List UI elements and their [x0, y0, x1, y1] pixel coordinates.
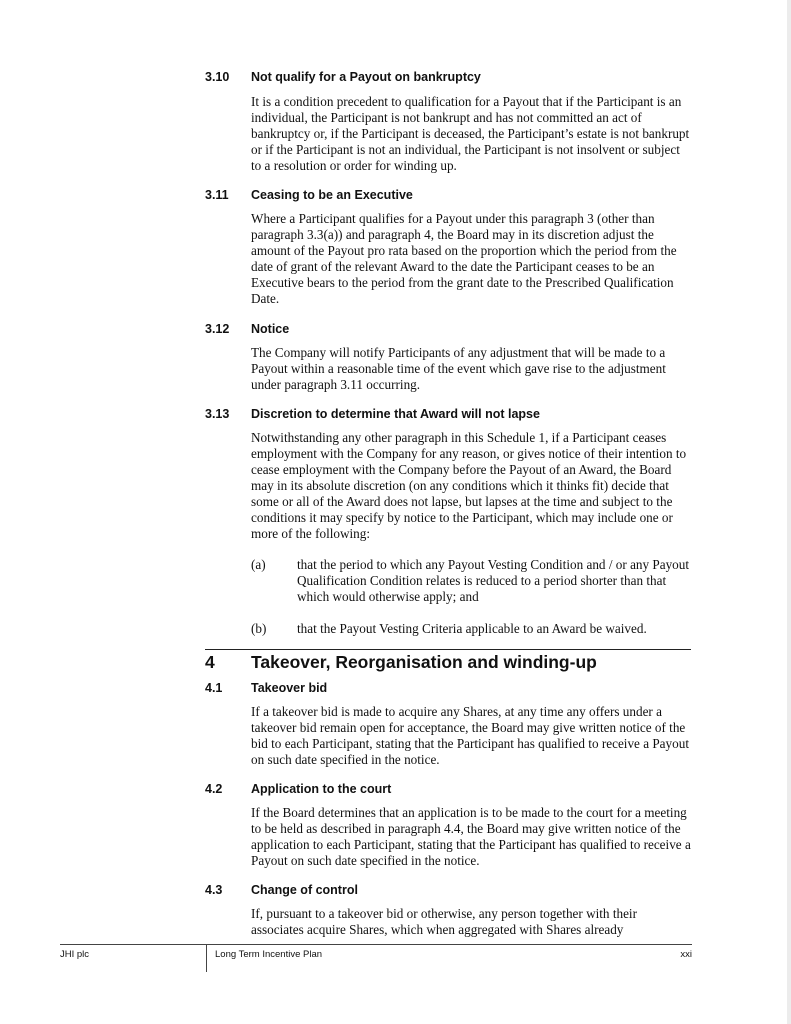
section-number: 3.10 [205, 70, 230, 84]
section-title: Takeover bid [251, 681, 328, 695]
heading-4 [205, 652, 597, 673]
section-title: Application to the court [251, 782, 392, 796]
list-item-text: that the Payout Vesting Criteria applicable to an Award be waived. [297, 621, 647, 636]
footer-document-title: Long Term Incentive Plan [215, 949, 323, 960]
paragraph-4-1: If a takeover bid is made to acquire any Shares, at any time any offers under a takeover bid remain open for acceptance, the Board may give written notice of the bid to each Participant, stating that the Participant has qualified to receive a Payout on such date specified in the notice. [251, 704, 689, 767]
heading-3-13 [205, 407, 540, 421]
section-title: Ceasing to be an Executive [251, 188, 413, 202]
section-divider [205, 649, 691, 650]
section-number: 3.13 [205, 407, 230, 421]
section-title: Not qualify for a Payout on bankruptcy [251, 70, 481, 84]
list-item-label: (a) [251, 557, 266, 572]
section-number: 4 [205, 652, 215, 672]
section-title: Discretion to determine that Award will not lapse [251, 407, 540, 421]
heading-4-3 [205, 883, 358, 897]
paragraph-3-11: Where a Participant qualifies for a Payout under this paragraph 3 (other than paragraph 3.3(a)) and paragraph 4, the Board may in its discretion adjust the amount of the Payout pro rata based on the proportion which the period from the date of grant of the relevant Award to the date the Participant ceases to be an Executive bears to the period from the grant date to the Prescribed Qualification Date. [251, 211, 677, 306]
heading-4-1 [205, 681, 327, 695]
section-number: 4.1 [205, 681, 223, 695]
footer-company: JHI plc [60, 949, 90, 960]
heading-3-10 [205, 70, 481, 84]
paragraph-3-10: It is a condition precedent to qualification for a Payout that if the Participant is an individual, the Participant is not bankrupt and has not committed an act of bankruptcy or, if the Participant is deceased, the Participant’s estate is not bankrupt or if the Participant is not an individual, the Participant is not insolvent or subject to a resolution or order for winding up. [251, 94, 690, 173]
paragraph-4-3: If, pursuant to a takeover bid or otherwise, any person together with their associates acquire Shares, which when aggregated with Shares already [251, 906, 637, 937]
section-number: 4.2 [205, 782, 223, 796]
list-item-label: (b) [251, 621, 267, 636]
section-title: Takeover, Reorganisation and winding-up [251, 652, 597, 672]
footer-divider [206, 944, 207, 972]
page-edge [787, 0, 791, 1024]
section-number: 3.11 [205, 188, 229, 202]
heading-3-11 [205, 188, 413, 202]
paragraph-3-12: The Company will notify Participants of any adjustment that will be made to a Payout within a reasonable time of the event which gave rise to the adjustment under paragraph 3.11 occurring. [251, 345, 666, 392]
paragraph-3-13: Notwithstanding any other paragraph in this Schedule 1, if a Participant ceases employment with the Company for any reason, or gives notice of their intention to cease employment with the Company before the Payout of an Award, the Board may in its absolute discretion (on any conditions which it thinks fit) decide that some or all of the Award does not lapse, but lapses at the time and subject to the conditions it may specify by notice to the Participant, which may include one or more of the following: [251, 430, 687, 541]
heading-3-12 [205, 322, 289, 336]
footer-rule [60, 944, 692, 945]
footer-page-number: xxi [680, 949, 692, 960]
paragraph-4-2: If the Board determines that an application is to be made to the court for a meeting to be held as described in paragraph 4.4, the Board may give written notice of the application to each Participant, stating that the Participant has qualified to receive a Payout on such date specified in the notice. [251, 805, 691, 868]
section-title: Change of control [251, 883, 358, 897]
heading-4-2 [205, 782, 391, 796]
list-item-text: that the period to which any Payout Vesting Condition and / or any Payout Qualification Condition relates is reduced to a period shorter than that which would otherwise apply; and [297, 557, 690, 604]
section-number: 3.12 [205, 322, 230, 336]
section-number: 4.3 [205, 883, 223, 897]
section-title: Notice [251, 322, 290, 336]
